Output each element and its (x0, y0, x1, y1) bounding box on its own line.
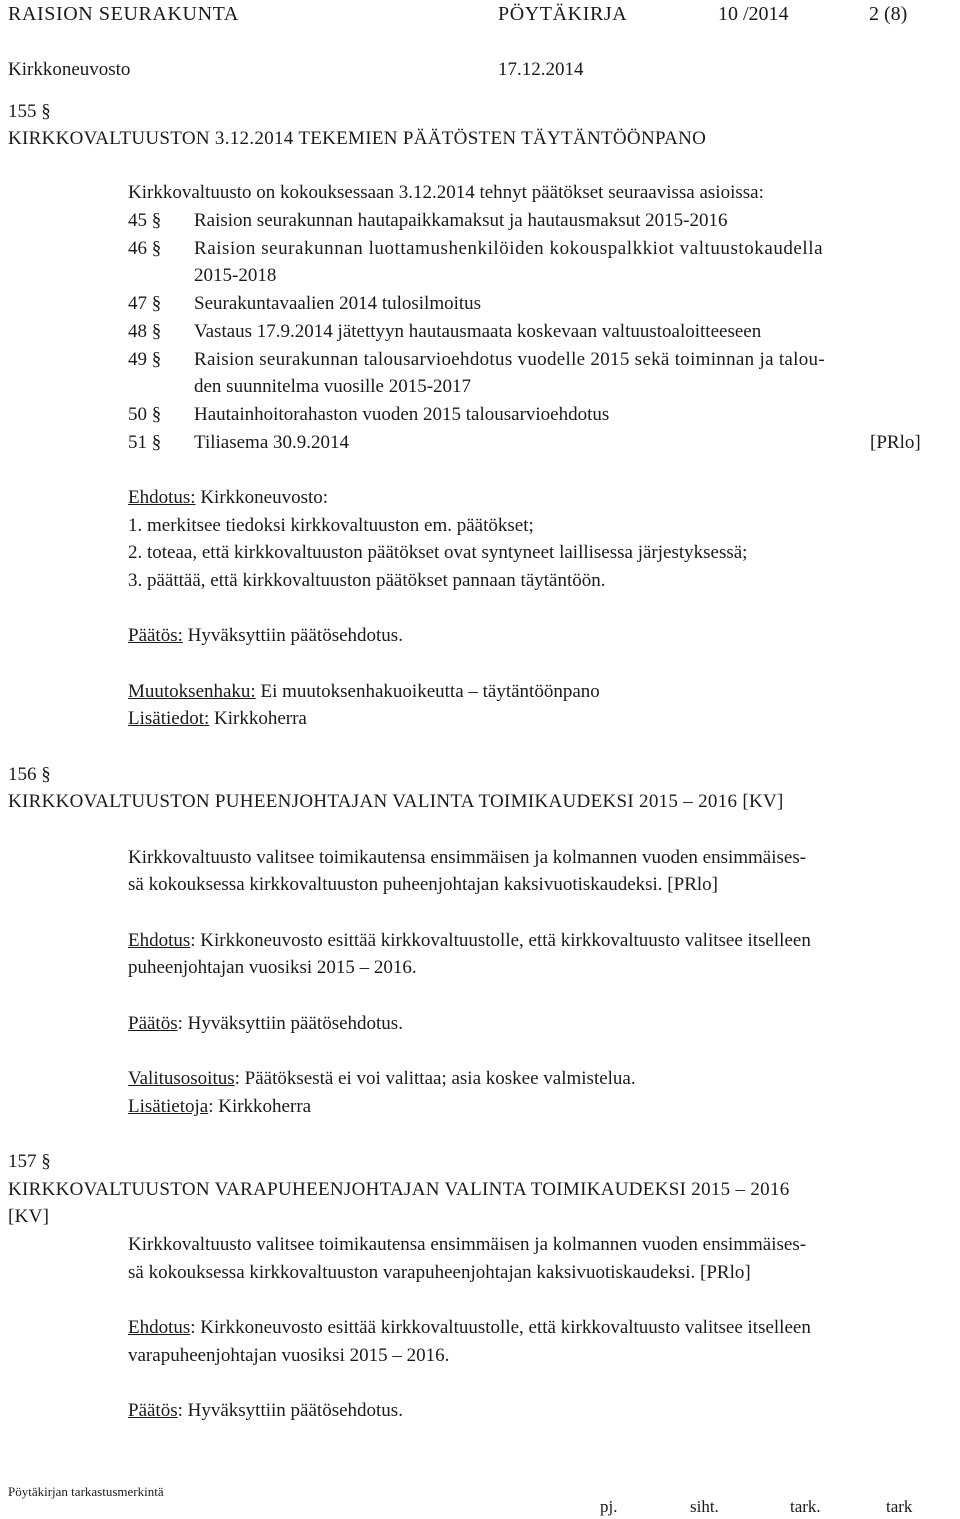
decision-text: : Hyväksyttiin päätösehdotus. (177, 1013, 403, 1034)
decision-line (128, 1012, 403, 1036)
signature-checker-1: tark. (790, 1497, 821, 1516)
header-date: 17.12.2014 (498, 59, 584, 80)
proposal-point: 2. toteaa, että kirkkovaltuuston päätökset ovat syntyneet laillisessa järjestyksessä; (128, 542, 748, 563)
decision-line (128, 624, 403, 648)
proposal-by: Kirkkoneuvosto: (195, 487, 329, 508)
section-157-number: 157 § (8, 1151, 51, 1172)
item-text-continued: 2015-2018 (194, 265, 277, 286)
info-label: Lisätiedot: (128, 708, 210, 729)
signature-checker-2: tark (886, 1497, 913, 1516)
appeal-label: Valitusosoitus (128, 1068, 235, 1089)
header-organ: Kirkkoneuvosto (8, 59, 131, 80)
proposal-point: 3. päättää, että kirkkovaltuuston päätökset pannaan täytäntöön. (128, 570, 606, 591)
proposal-text: : Kirkkoneuvosto esittää kirkkovaltuustolle, että kirkkovaltuusto valitsee itselleen (190, 930, 811, 951)
proposal-label: Ehdotus (128, 930, 191, 951)
proposal-label: Ehdotus: (128, 487, 196, 508)
info-line (128, 707, 307, 731)
item-number: 51 § (128, 432, 162, 453)
section-156-body-continued: sä kokouksessa kirkkovaltuuston puheenjohtajan kaksivuotiskaudeksi. [PRlo] (128, 874, 718, 895)
item-text: Hautainhoitorahaston vuoden 2015 talousarvioehdotus (194, 404, 610, 425)
decision-label: Päätös: (128, 625, 183, 646)
proposal-text: : Kirkkoneuvosto esittää kirkkovaltuustolle, että kirkkovaltuusto valitsee itselleen (190, 1317, 811, 1338)
section-157-body-continued: sä kokouksessa kirkkovaltuuston varapuheenjohtajan kaksivuotiskaudeksi. [PRlo] (128, 1262, 751, 1283)
decision-line (128, 1399, 403, 1423)
proposal-label: Ehdotus (128, 1317, 191, 1338)
proposal-text-continued: varapuheenjohtajan vuosiksi 2015 – 2016. (128, 1345, 450, 1366)
header-organization: RAISION SEURAKUNTA (8, 3, 239, 25)
item-text-continued: den suunnitelma vuosille 2015-2017 (194, 376, 472, 397)
appeal-line (128, 680, 600, 704)
item-number: 49 § (128, 349, 162, 370)
header-page-number: 2 (8) (869, 3, 908, 25)
section-155-title: KIRKKOVALTUUSTON 3.12.2014 TEKEMIEN PÄÄTÖSTEN TÄYTÄNTÖÖNPANO (8, 128, 707, 149)
info-label: Lisätietoja (128, 1096, 209, 1117)
decision-text: Hyväksyttiin päätösehdotus. (182, 625, 403, 646)
signature-secretary: siht. (690, 1497, 719, 1516)
info-text: Kirkkoherra (209, 708, 307, 729)
item-number: 47 § (128, 293, 162, 314)
item-text: Raision seurakunnan hautapaikkamaksut ja hautausmaksut 2015-2016 (194, 210, 728, 231)
item-text: Raision seurakunnan luottamushenkilöiden kokouspalkkiot valtuustokaudella (194, 238, 824, 259)
header-document-type: PÖYTÄKIRJA (498, 3, 628, 25)
decision-label: Päätös (128, 1400, 178, 1421)
item-preparer-tag: [PRlo] (870, 432, 921, 453)
header-document-number: 10 /2014 (718, 3, 789, 25)
proposal-line (128, 929, 811, 953)
item-number: 50 § (128, 404, 162, 425)
decision-label: Päätös (128, 1013, 178, 1034)
item-number: 46 § (128, 238, 162, 259)
section-155-number: 155 § (8, 101, 51, 122)
info-line (128, 1095, 311, 1119)
item-text: Tiliasema 30.9.2014 (194, 432, 349, 453)
proposal-line (128, 486, 328, 510)
section-156-title: KIRKKOVALTUUSTON PUHEENJOHTAJAN VALINTA TOIMIKAUDEKSI 2015 – 2016 [KV] (8, 791, 784, 812)
appeal-text: : Päätöksestä ei voi valittaa; asia koskee valmistelua. (234, 1068, 636, 1089)
section-155-intro: Kirkkovaltuusto on kokouksessaan 3.12.2014 tehnyt päätökset seuraavissa asioissa: (128, 182, 764, 203)
proposal-text-continued: puheenjohtajan vuosiksi 2015 – 2016. (128, 957, 417, 978)
section-157-body: Kirkkovaltuusto valitsee toimikautensa ensimmäisen ja kolmannen vuoden ensimmäises- (128, 1234, 807, 1255)
item-number: 45 § (128, 210, 162, 231)
item-text: Raision seurakunnan talousarvioehdotus vuodelle 2015 sekä toiminnan ja talou- (194, 349, 825, 370)
item-text: Seurakuntavaalien 2014 tulosilmoitus (194, 293, 482, 314)
info-text: : Kirkkoherra (208, 1096, 312, 1117)
appeal-text: Ei muutoksenhakuoikeutta – täytäntöönpano (255, 681, 600, 702)
section-157-title-continued: [KV] (8, 1206, 50, 1227)
decision-text: : Hyväksyttiin päätösehdotus. (177, 1400, 403, 1421)
signature-chair: pj. (600, 1497, 618, 1516)
proposal-point: 1. merkitsee tiedoksi kirkkovaltuuston em. päätökset; (128, 515, 534, 536)
proposal-line (128, 1316, 811, 1340)
section-156-body: Kirkkovaltuusto valitsee toimikautensa ensimmäisen ja kolmannen vuoden ensimmäises- (128, 847, 807, 868)
item-text: Vastaus 17.9.2014 jätettyyn hautausmaata koskevaan valtuustoaloitteeseen (194, 321, 762, 342)
item-number: 48 § (128, 321, 162, 342)
section-156-number: 156 § (8, 764, 51, 785)
section-157-title: KIRKKOVALTUUSTON VARAPUHEENJOHTAJAN VALINTA TOIMIKAUDEKSI 2015 – 2016 (8, 1179, 790, 1200)
footer-note: Pöytäkirjan tarkastusmerkintä (8, 1484, 164, 1499)
appeal-line (128, 1067, 636, 1091)
appeal-label: Muutoksenhaku: (128, 681, 256, 702)
